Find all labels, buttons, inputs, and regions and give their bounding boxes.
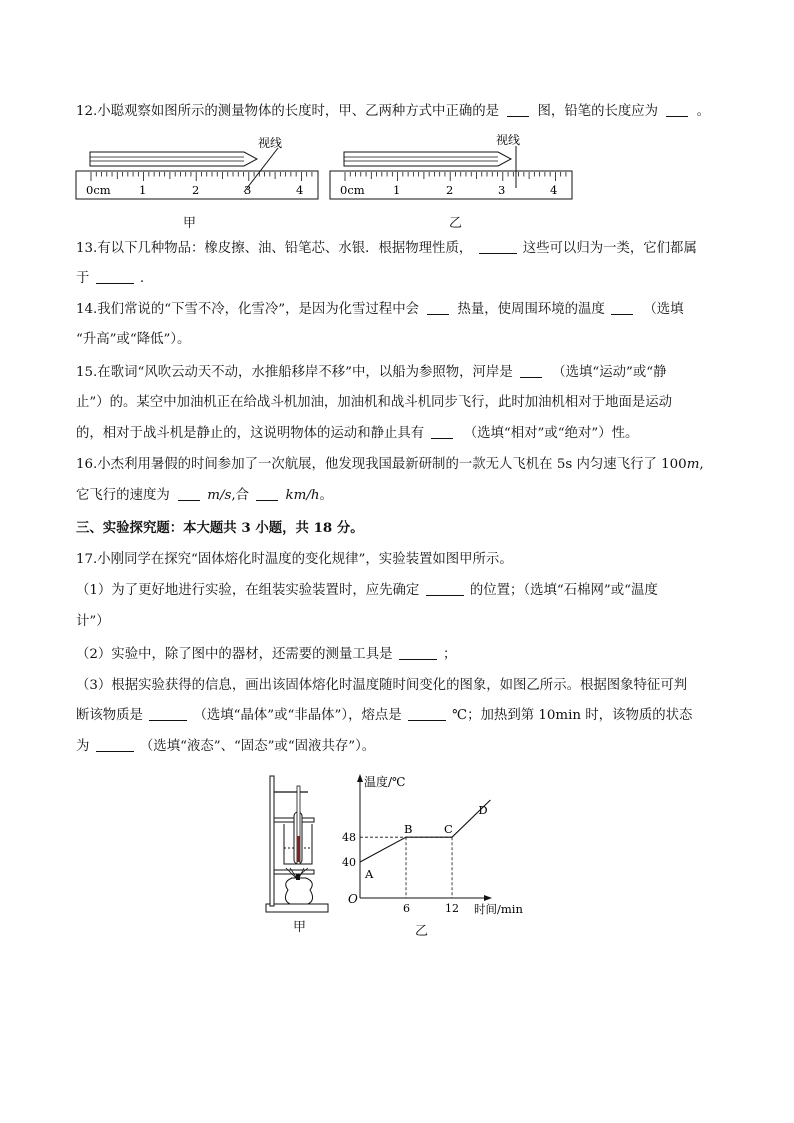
q12-text-b: 图，铅笔的长度应为 <box>537 104 659 119</box>
point-label-b: B <box>404 822 413 837</box>
q14-line-2 <box>76 330 190 350</box>
caption-yi-graph: 乙 <box>415 924 429 939</box>
y-axis-label: 温度/℃ <box>364 775 406 789</box>
q13-text-a: 13.有以下几种物品：橡皮擦、油、铅笔芯、水银．根据物理性质， <box>76 241 473 256</box>
ruler-label: 4 <box>296 183 304 197</box>
stand-base <box>266 904 328 912</box>
sight-label: 视线 <box>258 136 283 150</box>
q15-line-2 <box>76 393 672 413</box>
q12-text-a: 12.小聪观察如图所示的测量物体的长度时，甲、乙两种方式中正确的是 <box>76 104 500 119</box>
q12-line <box>76 102 710 122</box>
q15-text-a: 15.在歌词“风吹云动天不动，水推船移岸不移”中，以船为参照物，河岸是 <box>76 365 513 380</box>
q17-p3-line-2 <box>76 706 692 726</box>
point-label-c: C <box>444 822 453 837</box>
thermometer-liquid <box>298 836 300 862</box>
q17-p3-text-h: （选填“液态”、“固态”或“固液共存”）。 <box>139 739 376 754</box>
sight-label: 视线 <box>496 133 521 147</box>
stand-rod <box>270 776 274 906</box>
y-tick-label: 48 <box>342 831 356 845</box>
q12-text-c: 。 <box>696 104 710 119</box>
section-heading-e: 分。 <box>336 520 364 536</box>
section-heading <box>76 518 364 538</box>
q16-line-2 <box>76 486 333 506</box>
ruler-label: 0cm <box>86 183 111 197</box>
q17-p3-text-d: ℃；加热到第 <box>452 708 535 723</box>
q12-blank-2[interactable] <box>666 102 688 117</box>
q13-blank-1[interactable] <box>479 239 517 254</box>
q17-blank-4[interactable] <box>408 706 446 721</box>
q17-p1-text-b: 的位置；（选填“石棉网”或“温度 <box>469 583 658 598</box>
q14-blank-1[interactable] <box>427 300 449 315</box>
q16-text-b: 内匀速飞行了 <box>576 457 657 472</box>
q14-text-c: （选填 <box>643 302 684 317</box>
q17-p3-line-3 <box>76 737 375 757</box>
section-heading-a: 三、实验探究题：本大题共 <box>76 520 237 536</box>
q16-time: 5s <box>556 457 573 472</box>
series-line <box>360 800 490 862</box>
pencil-body <box>90 152 257 166</box>
q15-line-3 <box>76 424 638 444</box>
q17-p3-text-c: （选填“晶体”或“非晶体”），熔点是 <box>193 708 402 723</box>
q17-p1-text-c: 计”） <box>76 614 110 629</box>
x-tick-label: 12 <box>445 902 460 915</box>
ruler-label: 2 <box>446 183 454 197</box>
ruler-label: 3 <box>498 183 506 197</box>
q15-text-b: （选填“运动”或“静 <box>552 365 667 380</box>
q15-blank-2[interactable] <box>431 424 453 439</box>
q17-blank-3[interactable] <box>149 706 187 721</box>
q16-text-e: 。 <box>319 488 333 503</box>
point-label-d: D <box>478 803 488 817</box>
q17-p1-line-2 <box>76 612 110 632</box>
q17-blank-1[interactable] <box>426 581 464 596</box>
q17-p1-text-a: （1）为了更好地进行实验，在组装实验装置时，应先确定 <box>76 583 420 598</box>
q15-line-1 <box>76 363 667 383</box>
ruler-ticks <box>91 172 312 181</box>
q16-unit-kmh: km/h <box>285 488 320 503</box>
q13-line-1 <box>76 239 697 259</box>
q16-comma: , <box>699 457 704 472</box>
q17-p2-line <box>76 645 456 665</box>
q15-blank-1[interactable] <box>520 363 542 378</box>
q17-p3-line-1 <box>76 676 687 696</box>
ruler-label: 4 <box>550 183 558 197</box>
ruler-label: 0cm <box>340 183 365 197</box>
q17-blank-2[interactable] <box>399 645 437 660</box>
caption-yi-ruler: 乙 <box>449 216 463 231</box>
q13-text-c: 于 <box>76 271 90 286</box>
y-tick-label: 40 <box>342 856 356 869</box>
q17-p3-text-e: 10min <box>538 708 582 723</box>
q15-text-e: （选填“相对”或“绝对”）性。 <box>463 426 639 441</box>
q17-p3-text-g: 为 <box>76 739 90 754</box>
x-axis-label: 时间/min <box>474 902 523 916</box>
q13-line-2 <box>76 269 144 289</box>
q12-blank-1[interactable] <box>507 102 529 117</box>
q17-intro <box>76 550 513 570</box>
q16-unit-m: m <box>686 457 700 472</box>
q15-text-c: 止”）的。某空中加油机正在给战斗机加油，加油机和战斗机同步飞行，此时加油机相对于地面是运动 <box>76 395 673 410</box>
q17-intro-text: 17.小刚同学在探究“固体熔化时温度的变化规律”，实验装置如图甲所示。 <box>76 552 513 567</box>
ruler-label: 1 <box>139 183 147 197</box>
q17-blank-5[interactable] <box>96 737 134 752</box>
q13-text-b: 这些可以归为一类，它们都属 <box>522 241 697 256</box>
ruler-label: 2 <box>192 183 200 197</box>
y-axis-arrow <box>357 774 363 782</box>
ruler-label: 3 <box>244 183 252 197</box>
ruler-ticks <box>345 172 566 181</box>
q16-line-1 <box>76 455 704 475</box>
q14-text-b: 热量，使周围环境的温度 <box>457 302 605 317</box>
point-label-a: A <box>365 867 374 881</box>
q17-p3-text-f: 时，该物质的状态 <box>585 708 693 723</box>
melting-graph <box>340 772 530 922</box>
q17-p3-text-b: 断该物质是 <box>76 708 143 723</box>
q15-text-d: 的，相对于战斗机是静止的，这说明物体的运动和静止具有 <box>76 426 425 441</box>
alcohol-lamp <box>285 878 312 904</box>
caption-jia-ruler: 甲 <box>183 216 197 231</box>
apparatus-figure <box>262 772 334 918</box>
section-heading-count: 3 <box>241 520 251 536</box>
x-tick-label: 6 <box>403 902 411 915</box>
ruler-figure-yi <box>328 130 576 204</box>
q16-distance: 100 <box>661 457 687 472</box>
q17-p1-line-1 <box>76 581 658 601</box>
q14-blank-2[interactable] <box>611 300 633 315</box>
ruler-label: 1 <box>393 183 401 197</box>
q16-text-d: ,合 <box>231 488 250 503</box>
section-heading-score: 18 <box>313 520 333 536</box>
q16-unit-ms: m/s <box>207 488 232 503</box>
q16-text-a: 16.小杰利用暑假的时间参加了一次航展，他发现我国最新研制的一款无人飞机在 <box>76 457 553 472</box>
q16-text-c: 它飞行的速度为 <box>76 488 170 503</box>
q16-blank-2[interactable] <box>256 486 278 501</box>
q14-text-d: “升高”或“降低”）。 <box>76 332 191 347</box>
q14-text-a: 14.我们常说的“下雪不冷，化雪冷”，是因为化雪过程中会 <box>76 302 419 317</box>
q17-p2-text-b: ； <box>443 647 457 662</box>
pencil-body <box>344 152 511 166</box>
ruler-figure-jia <box>74 130 322 204</box>
q16-blank-1[interactable] <box>178 486 200 501</box>
lamp-wick <box>296 874 300 880</box>
q17-p2-text-a: （2）实验中，除了图中的器材，还需要的测量工具是 <box>76 647 393 662</box>
caption-jia-apparatus: 甲 <box>293 920 307 935</box>
q13-blank-2[interactable] <box>96 269 134 284</box>
origin-label: O <box>348 892 358 906</box>
q13-text-d: . <box>139 271 145 286</box>
q14-line-1 <box>76 300 684 320</box>
section-heading-c: 小题，共 <box>255 520 309 536</box>
q17-p3-text-a: （3）根据实验获得的信息，画出该固体熔化时温度随时间变化的图象，如图乙所示。根据图象特征可判 <box>76 678 688 693</box>
x-axis-arrow <box>484 895 492 901</box>
